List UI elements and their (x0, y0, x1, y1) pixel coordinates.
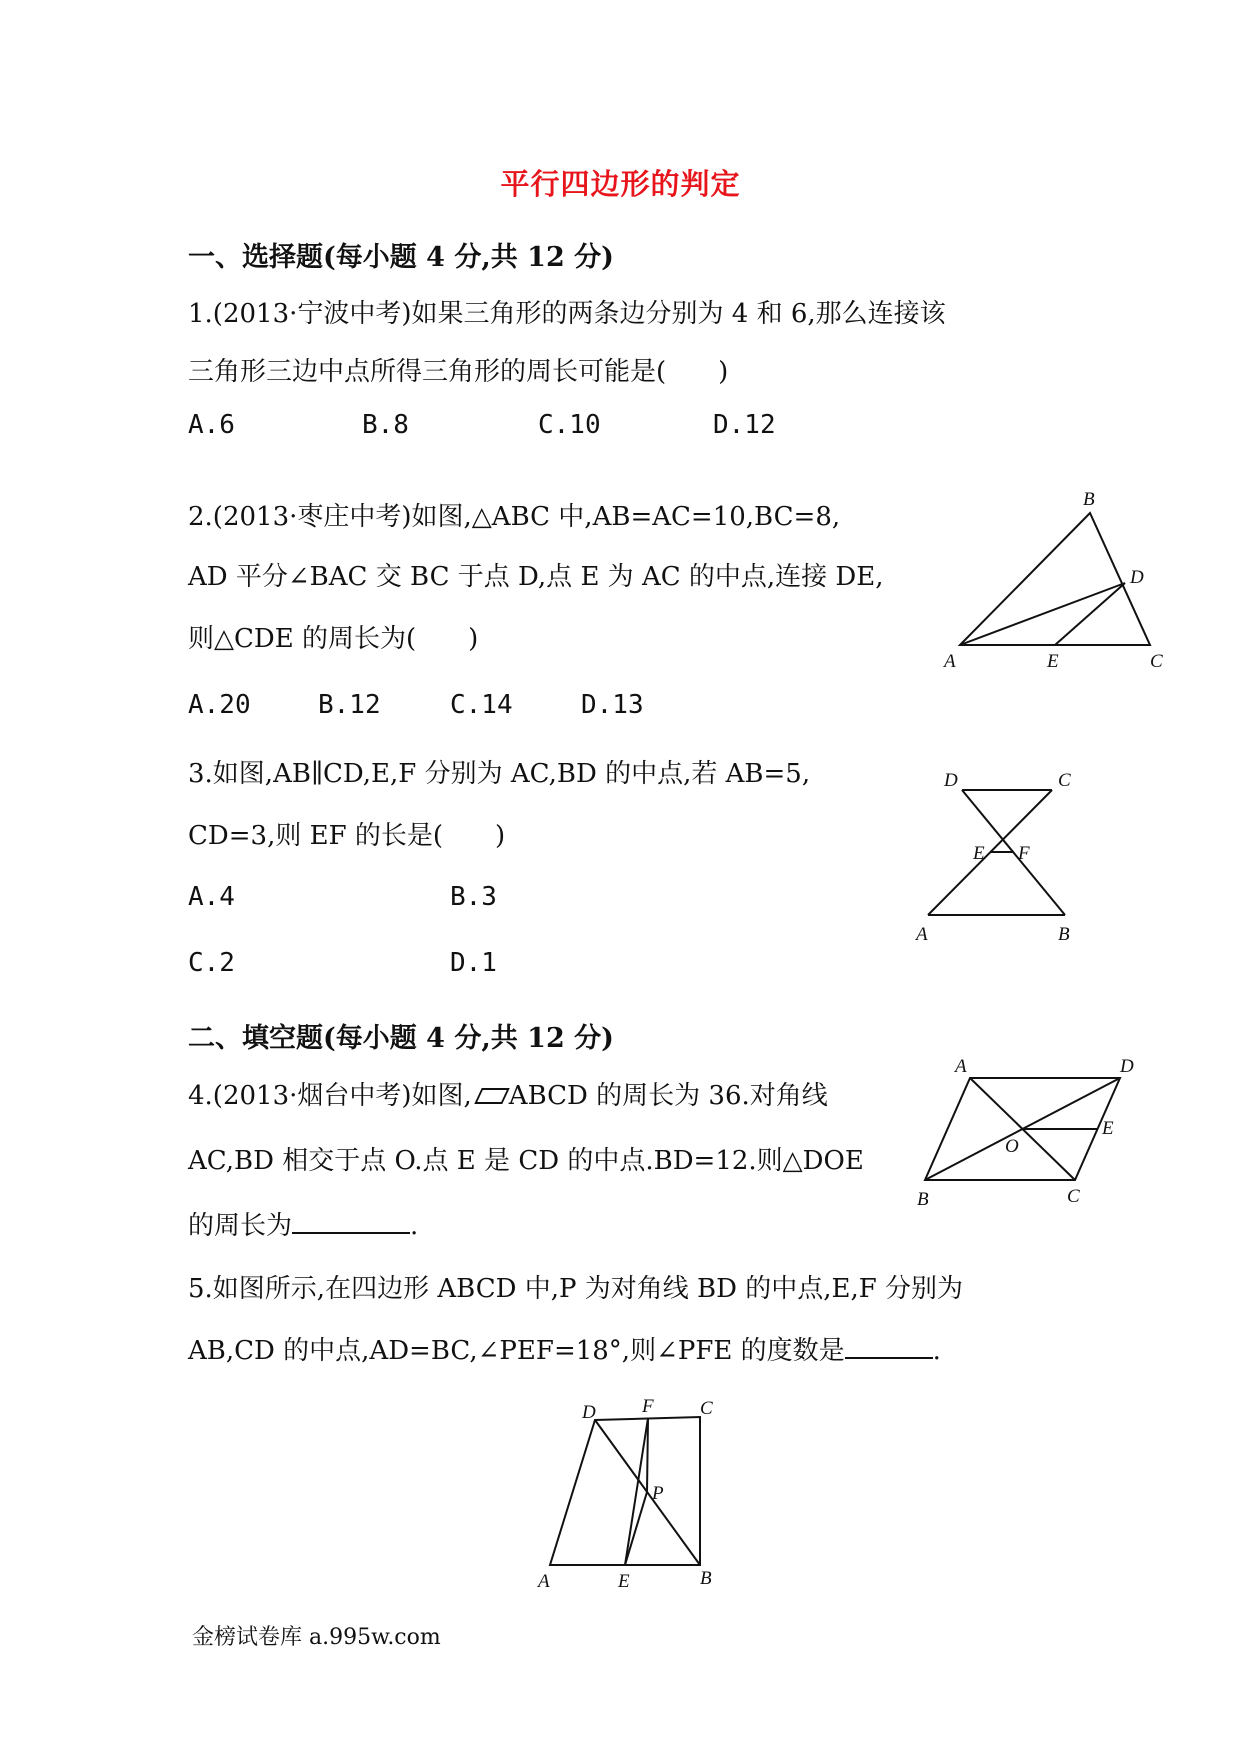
label-f: F (1018, 843, 1030, 864)
q4-text-pre: 4.(2013·烟台中考)如图, (188, 1081, 472, 1111)
label-d: D (582, 1402, 596, 1423)
q1-option-c: C.10 (538, 410, 601, 440)
page-title: 平行四边形的判定 (500, 167, 741, 201)
q2-option-c: C.14 (450, 690, 513, 720)
q2-text-line-3: 则△CDE 的周长为( ) (188, 624, 479, 654)
label-c: C (1067, 1186, 1080, 1207)
q4-text-post: ABCD 的周长为 36.对角线 (508, 1081, 828, 1111)
label-b: B (1083, 489, 1095, 510)
q5-text-line-2 (188, 1330, 941, 1367)
q3-figure (900, 760, 1120, 950)
q2-option-a: A.20 (188, 690, 251, 720)
label-b: B (1058, 924, 1070, 945)
label-o: O (1005, 1136, 1019, 1157)
parallelogram-symbol (474, 1088, 509, 1104)
quadrilateral-abcd (550, 1417, 700, 1565)
q5-text-line-2-post: . (932, 1336, 941, 1366)
q5-quadrilateral-figure (530, 1395, 740, 1595)
label-c: C (1058, 770, 1071, 791)
footer-source: 金榜试卷库 a.995w.com (192, 1625, 441, 1650)
q4-text-line-1 (188, 1075, 828, 1112)
triangle-abc (960, 513, 1150, 645)
q2-text-line-1: 2.(2013·枣庄中考)如图,△ABC 中,AB=AC=10,BC=8, (188, 502, 841, 532)
q4-text-line-3 (188, 1205, 418, 1242)
q4-text-line-3-pre: 的周长为 (188, 1211, 293, 1241)
label-a: A (916, 924, 928, 945)
q2-text-line-2: AD 平分∠BAC 交 BC 于点 D,点 E 为 AC 的中点,连接 DE, (188, 562, 884, 592)
q3-option-b: B.3 (450, 882, 497, 912)
label-e: E (618, 1571, 630, 1592)
label-e: E (973, 843, 985, 864)
q1-option-d: D.12 (713, 410, 776, 440)
q2-option-d: D.13 (581, 690, 644, 720)
label-d: D (944, 770, 958, 791)
q4-text-line-2: AC,BD 相交于点 O.点 E 是 CD 的中点.BD=12.则△DOE (188, 1146, 864, 1176)
q4-text-line-3-post: . (410, 1211, 419, 1241)
q3-text-line-1: 3.如图,AB∥CD,E,F 分别为 AC,BD 的中点,若 AB=5, (188, 759, 811, 789)
section-heading-fill: 二、填空题(每小题 4 分,共 12 分) (188, 1023, 614, 1054)
label-e: E (1102, 1118, 1114, 1139)
q1-text-line-2: 三角形三边中点所得三角形的周长可能是( ) (188, 357, 729, 387)
segment-de (1055, 583, 1125, 645)
q4-parallelogram-figure (905, 1050, 1165, 1220)
segment-ad (960, 583, 1125, 645)
q4-answer-blank[interactable] (292, 1208, 410, 1234)
label-e: E (1047, 651, 1059, 672)
segment-fe (625, 1418, 648, 1565)
label-c: C (700, 1398, 713, 1419)
label-c: C (1150, 651, 1163, 672)
label-b: B (700, 1568, 712, 1589)
q5-text-line-2-pre: AB,CD 的中点,AD=BC,∠PEF=18°,则∠PFE 的度数是 (188, 1336, 845, 1366)
segment-ep (625, 1492, 647, 1565)
q3-option-d: D.1 (450, 948, 497, 978)
q5-answer-blank[interactable] (845, 1333, 933, 1359)
label-a: A (955, 1056, 967, 1077)
label-p: P (652, 1483, 664, 1504)
label-d: D (1120, 1056, 1134, 1077)
label-d: D (1130, 567, 1144, 588)
section-heading-choice: 一、选择题(每小题 4 分,共 12 分) (188, 242, 614, 273)
q1-text-line-1: 1.(2013·宁波中考)如果三角形的两条边分别为 4 和 6,那么连接该 (188, 299, 946, 329)
q3-option-a: A.4 (188, 882, 235, 912)
q5-text-line-1: 5.如图所示,在四边形 ABCD 中,P 为对角线 BD 的中点,E,F 分别为 (188, 1274, 964, 1304)
q1-option-a: A.6 (188, 410, 235, 440)
label-a: A (538, 1571, 550, 1592)
label-a: A (944, 651, 956, 672)
q3-option-c: C.2 (188, 948, 235, 978)
q2-triangle-figure (930, 480, 1170, 680)
segment-fp (647, 1418, 648, 1492)
q3-text-line-2: CD=3,则 EF 的长是( ) (188, 821, 506, 851)
q1-option-b: B.8 (362, 410, 409, 440)
q2-option-b: B.12 (318, 690, 381, 720)
label-b: B (917, 1189, 929, 1210)
label-f: F (642, 1396, 654, 1417)
